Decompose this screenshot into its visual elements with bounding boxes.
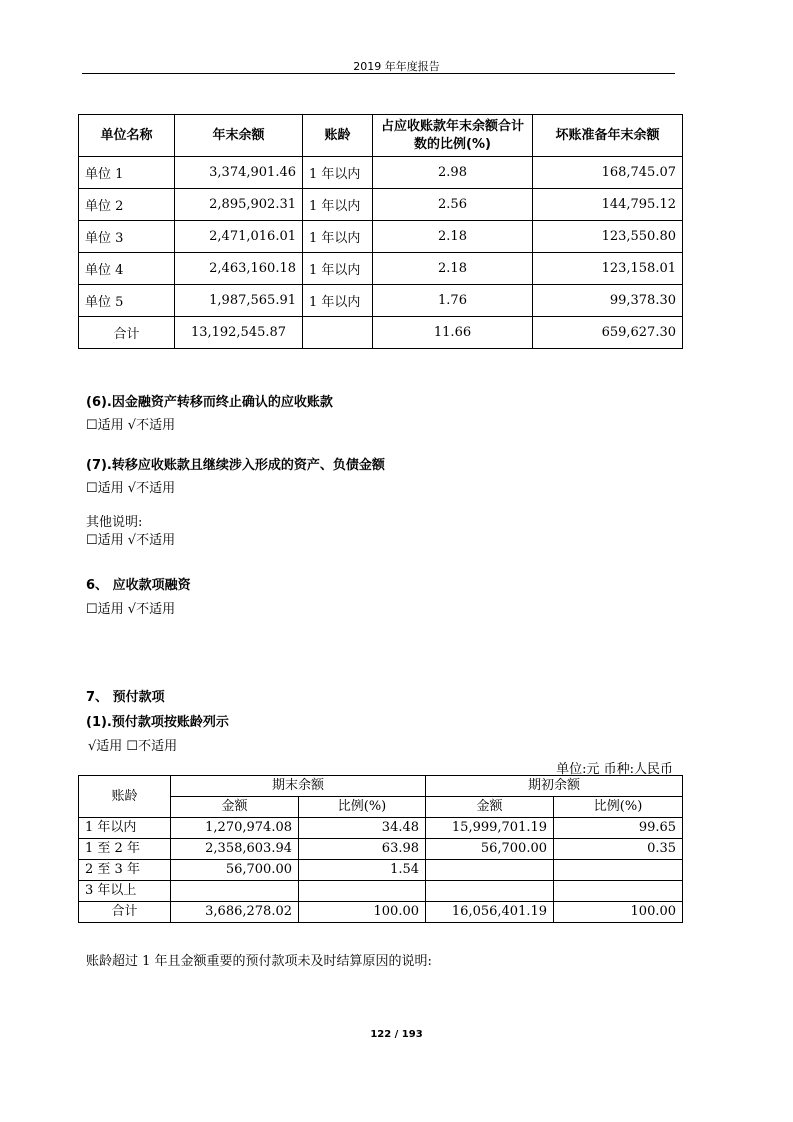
heading-7-subtitle: (1).预付款项按账龄列示: [86, 715, 229, 730]
col-header-ending-ratio: 比例(%): [299, 797, 426, 818]
currency-unit-label: 单位:元 币种:人民币: [556, 762, 673, 777]
section-6-choice: ☐适用 √不适用: [86, 418, 176, 433]
heading-7-choice: √适用 ☐不适用: [88, 739, 178, 754]
heading-6-title: 6、 应收款项融资: [86, 578, 191, 593]
cell-bad-debt: 168,745.07: [533, 157, 683, 189]
table-row: [79, 253, 683, 285]
cell-beginning-ratio: 0.35: [554, 839, 683, 860]
cell-beginning-amount: [426, 881, 554, 902]
cell-ratio: 2.18: [373, 221, 533, 253]
cell-ratio: 2.56: [373, 189, 533, 221]
cell-aging: 合计: [79, 902, 171, 923]
table-row: [79, 221, 683, 253]
cell-ending-amount: 3,686,278.02: [171, 902, 299, 923]
cell-unit: 合计: [79, 317, 175, 349]
cell-ratio: 11.66: [373, 317, 533, 349]
col-group-ending: 期末余额: [171, 776, 426, 797]
cell-bad-debt: 99,378.30: [533, 285, 683, 317]
col-header-ratio-text: 占应收账款年末余额合计数的比例(%): [380, 118, 524, 152]
col-header-beginning-amount: 金额: [426, 797, 554, 818]
cell-bad-debt: 123,550.80: [533, 221, 683, 253]
cell-balance: 3,374,901.46: [175, 157, 303, 189]
cell-beginning-ratio: 100.00: [554, 902, 683, 923]
cell-unit: 单位 1: [79, 157, 175, 189]
header-divider: [82, 73, 675, 74]
cell-aging: [303, 317, 373, 349]
other-notes-choice: ☐适用 √不适用: [86, 533, 176, 548]
cell-aging: 2 至 3 年: [79, 860, 171, 881]
cell-unit: 单位 5: [79, 285, 175, 317]
table-row: [79, 881, 683, 902]
table-header-row: [79, 776, 683, 797]
table-row: [79, 860, 683, 881]
table-header-row: [79, 115, 683, 157]
cell-beginning-amount: [426, 860, 554, 881]
other-notes-label: 其他说明:: [86, 515, 143, 530]
cell-balance: 2,895,902.31: [175, 189, 303, 221]
cell-beginning-ratio: [554, 860, 683, 881]
cell-bad-debt: 123,158.01: [533, 253, 683, 285]
cell-beginning-amount: 15,999,701.19: [426, 818, 554, 839]
col-header-unit: 单位名称: [79, 115, 175, 157]
col-group-beginning: 期初余额: [426, 776, 683, 797]
cell-balance: 2,463,160.18: [175, 253, 303, 285]
cell-ending-amount: 2,358,603.94: [171, 839, 299, 860]
cell-ending-ratio: 34.48: [299, 818, 426, 839]
table-row: [79, 285, 683, 317]
prepayment-aging-table: [78, 775, 683, 923]
section-7-choice: ☐适用 √不适用: [86, 481, 176, 496]
table-total-row: [79, 317, 683, 349]
cell-unit: 单位 3: [79, 221, 175, 253]
col-header-ratio: [373, 115, 533, 157]
cell-ratio: 2.98: [373, 157, 533, 189]
page-number: 122 / 193: [370, 1029, 423, 1040]
cell-aging: 1 年以内: [303, 285, 373, 317]
cell-balance: 13,192,545.87: [175, 317, 303, 349]
cell-balance: 2,471,016.01: [175, 221, 303, 253]
top-receivables-table: [78, 114, 683, 349]
col-header-bad-debt: 坏账准备年末余额: [533, 115, 683, 157]
table-row: [79, 818, 683, 839]
cell-aging: 1 年以内: [303, 189, 373, 221]
col-header-aging: 账龄: [303, 115, 373, 157]
cell-ending-amount: 1,270,974.08: [171, 818, 299, 839]
cell-ratio: 2.18: [373, 253, 533, 285]
cell-beginning-ratio: 99.65: [554, 818, 683, 839]
table-row: [79, 157, 683, 189]
cell-ending-ratio: 63.98: [299, 839, 426, 860]
report-header-title: 2019 年年度报告: [353, 60, 440, 73]
table-total-row: [79, 902, 683, 923]
cell-unit: 单位 2: [79, 189, 175, 221]
section-7-title: (7).转移应收账款且继续涉入形成的资产、负债金额: [86, 458, 385, 473]
cell-bad-debt: 144,795.12: [533, 189, 683, 221]
cell-aging: 1 年以内: [303, 253, 373, 285]
heading-6-choice: ☐适用 √不适用: [86, 602, 176, 617]
cell-ending-ratio: 100.00: [299, 902, 426, 923]
cell-ending-ratio: 1.54: [299, 860, 426, 881]
col-header-ending-amount: 金额: [171, 797, 299, 818]
cell-bad-debt: 659,627.30: [533, 317, 683, 349]
cell-aging: 1 年以内: [303, 157, 373, 189]
cell-aging: 3 年以上: [79, 881, 171, 902]
cell-aging: 1 年以内: [303, 221, 373, 253]
cell-balance: 1,987,565.91: [175, 285, 303, 317]
col-header-beginning-ratio: 比例(%): [554, 797, 683, 818]
cell-ending-amount: [171, 881, 299, 902]
col-header-ending-balance: 年末余额: [175, 115, 303, 157]
closing-note: 账龄超过 1 年且金额重要的预付款项未及时结算原因的说明:: [86, 954, 432, 969]
cell-ending-ratio: [299, 881, 426, 902]
cell-beginning-amount: 56,700.00: [426, 839, 554, 860]
cell-aging: 1 至 2 年: [79, 839, 171, 860]
section-6-title: (6).因金融资产转移而终止确认的应收账款: [86, 395, 333, 410]
cell-beginning-amount: 16,056,401.19: [426, 902, 554, 923]
cell-aging: 1 年以内: [79, 818, 171, 839]
table-row: [79, 839, 683, 860]
cell-ending-amount: 56,700.00: [171, 860, 299, 881]
cell-unit: 单位 4: [79, 253, 175, 285]
heading-7-title: 7、 预付款项: [86, 690, 165, 705]
cell-beginning-ratio: [554, 881, 683, 902]
table-row: [79, 189, 683, 221]
cell-ratio: 1.76: [373, 285, 533, 317]
col-header-aging: 账龄: [79, 776, 171, 818]
